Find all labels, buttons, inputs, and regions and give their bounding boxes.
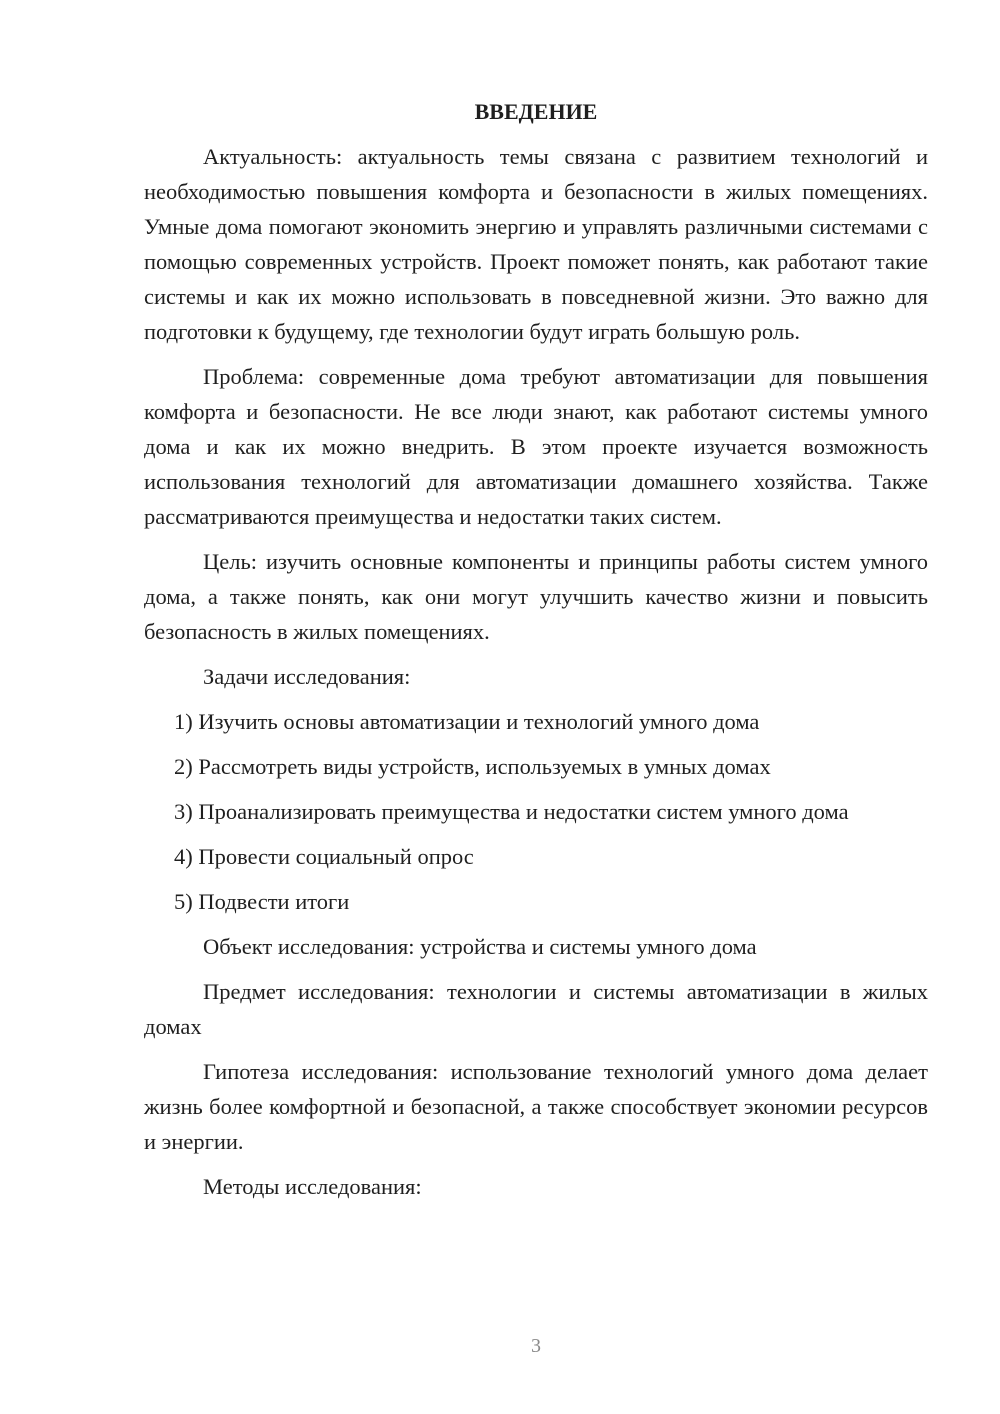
task-item: 4) Провести социальный опрос <box>174 844 474 869</box>
page-number: 3 <box>531 1335 541 1357</box>
task-item: 2) Рассмотреть виды устройств, используемых в умных домах <box>174 754 771 779</box>
page-content <box>144 94 928 1214</box>
problem-paragraph: Проблема: современные дома требуют автоматизации для повышения комфорта и безопасности. Не все люди знают, как работают системы умного дома и как их можно внедрить. В этом проекте изучается возможность использования технологий для автоматизации домашнего хозяйства. Также рассматриваются преимущества и недостатки таких систем. <box>144 364 928 529</box>
tasks-heading: Задачи исследования: <box>203 664 411 689</box>
task-item: 3) Проанализировать преимущества и недостатки систем умного дома <box>174 799 849 824</box>
object-paragraph: Объект исследования: устройства и системы умного дома <box>203 934 757 959</box>
hypothesis-paragraph: Гипотеза исследования: использование технологий умного дома делает жизнь более комфортной и безопасной, а также способствует экономии ресурсов и энергии. <box>144 1059 928 1154</box>
relevance-paragraph: Актуальность: актуальность темы связана с развитием технологий и необходимостью повышения комфорта и безопасности в жилых помещениях. Умные дома помогают экономить энергию и управлять различными системами с помощью современных устройств. Проект поможет понять, как работают такие системы и как их можно использовать в повседневной жизни. Это важно для подготовки к будущему, где технологии будут играть большую роль. <box>144 144 928 344</box>
task-item: 1) Изучить основы автоматизации и технологий умного дома <box>174 709 760 734</box>
subject-paragraph: Предмет исследования: технологии и системы автоматизации в жилых домах <box>144 979 928 1039</box>
page-title: ВВЕДЕНИЕ <box>474 99 598 124</box>
methods-heading: Методы исследования: <box>203 1174 422 1199</box>
goal-paragraph: Цель: изучить основные компоненты и принципы работы систем умного дома, а также понять, как они могут улучшить качество жизни и повысить безопасность в жилых помещениях. <box>144 549 928 644</box>
tasks-list <box>144 704 928 919</box>
task-item: 5) Подвести итоги <box>174 889 350 914</box>
